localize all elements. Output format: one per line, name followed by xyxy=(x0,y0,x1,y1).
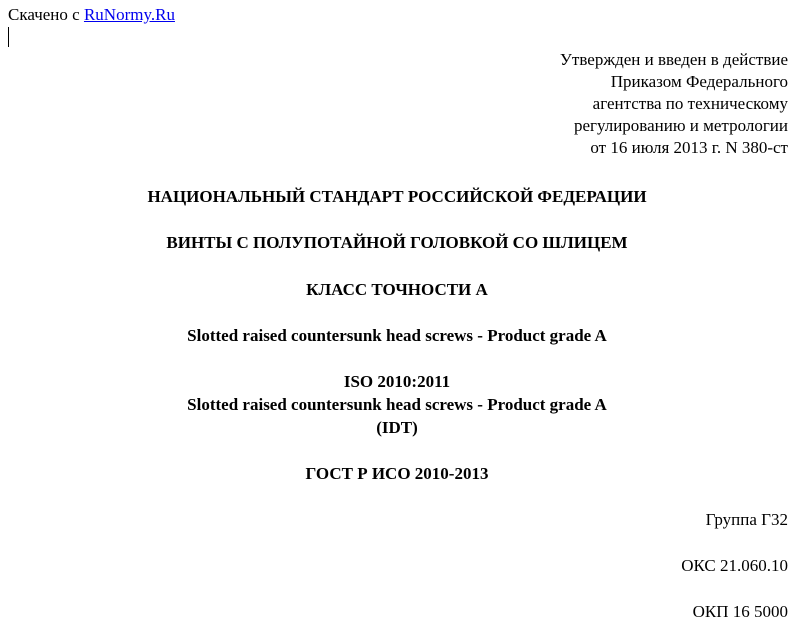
iso-number: ISO 2010:2011 xyxy=(343,372,451,391)
gost-number: ГОСТ Р ИСО 2010-2013 xyxy=(305,464,489,483)
text-cursor xyxy=(8,27,9,47)
standard-category: НАЦИОНАЛЬНЫЙ СТАНДАРТ РОССИЙСКОЙ ФЕДЕРАЦИИ xyxy=(147,187,647,206)
iso-title: Slotted raised countersunk head screws - Product grade A xyxy=(187,395,607,414)
subtitle-ru: КЛАСС ТОЧНОСТИ А xyxy=(306,280,488,299)
source-prefix: Скачено с xyxy=(8,5,84,24)
oks-code: ОКС 21.060.10 xyxy=(681,556,788,575)
title-en: Slotted raised countersunk head screws - Product grade A xyxy=(187,326,607,345)
approval-line: Приказом Федерального xyxy=(610,72,788,91)
source-link[interactable]: RuNormy.Ru xyxy=(83,5,175,24)
iso-relation: (IDT) xyxy=(376,418,418,437)
approval-line: от 16 июля 2013 г. N 380-ст xyxy=(590,138,788,157)
source-line xyxy=(8,4,175,26)
title-ru: ВИНТЫ С ПОЛУПОТАЙНОЙ ГОЛОВКОЙ СО ШЛИЦЕМ xyxy=(166,233,628,252)
okp-code: ОКП 16 5000 xyxy=(692,602,788,621)
approval-line: Утвержден и введен в действие xyxy=(559,50,788,69)
group-code: Группа Г32 xyxy=(705,510,788,529)
approval-line: агентства по техническому xyxy=(592,94,788,113)
approval-line: регулированию и метрологии xyxy=(573,116,788,135)
approval-block xyxy=(468,49,788,159)
